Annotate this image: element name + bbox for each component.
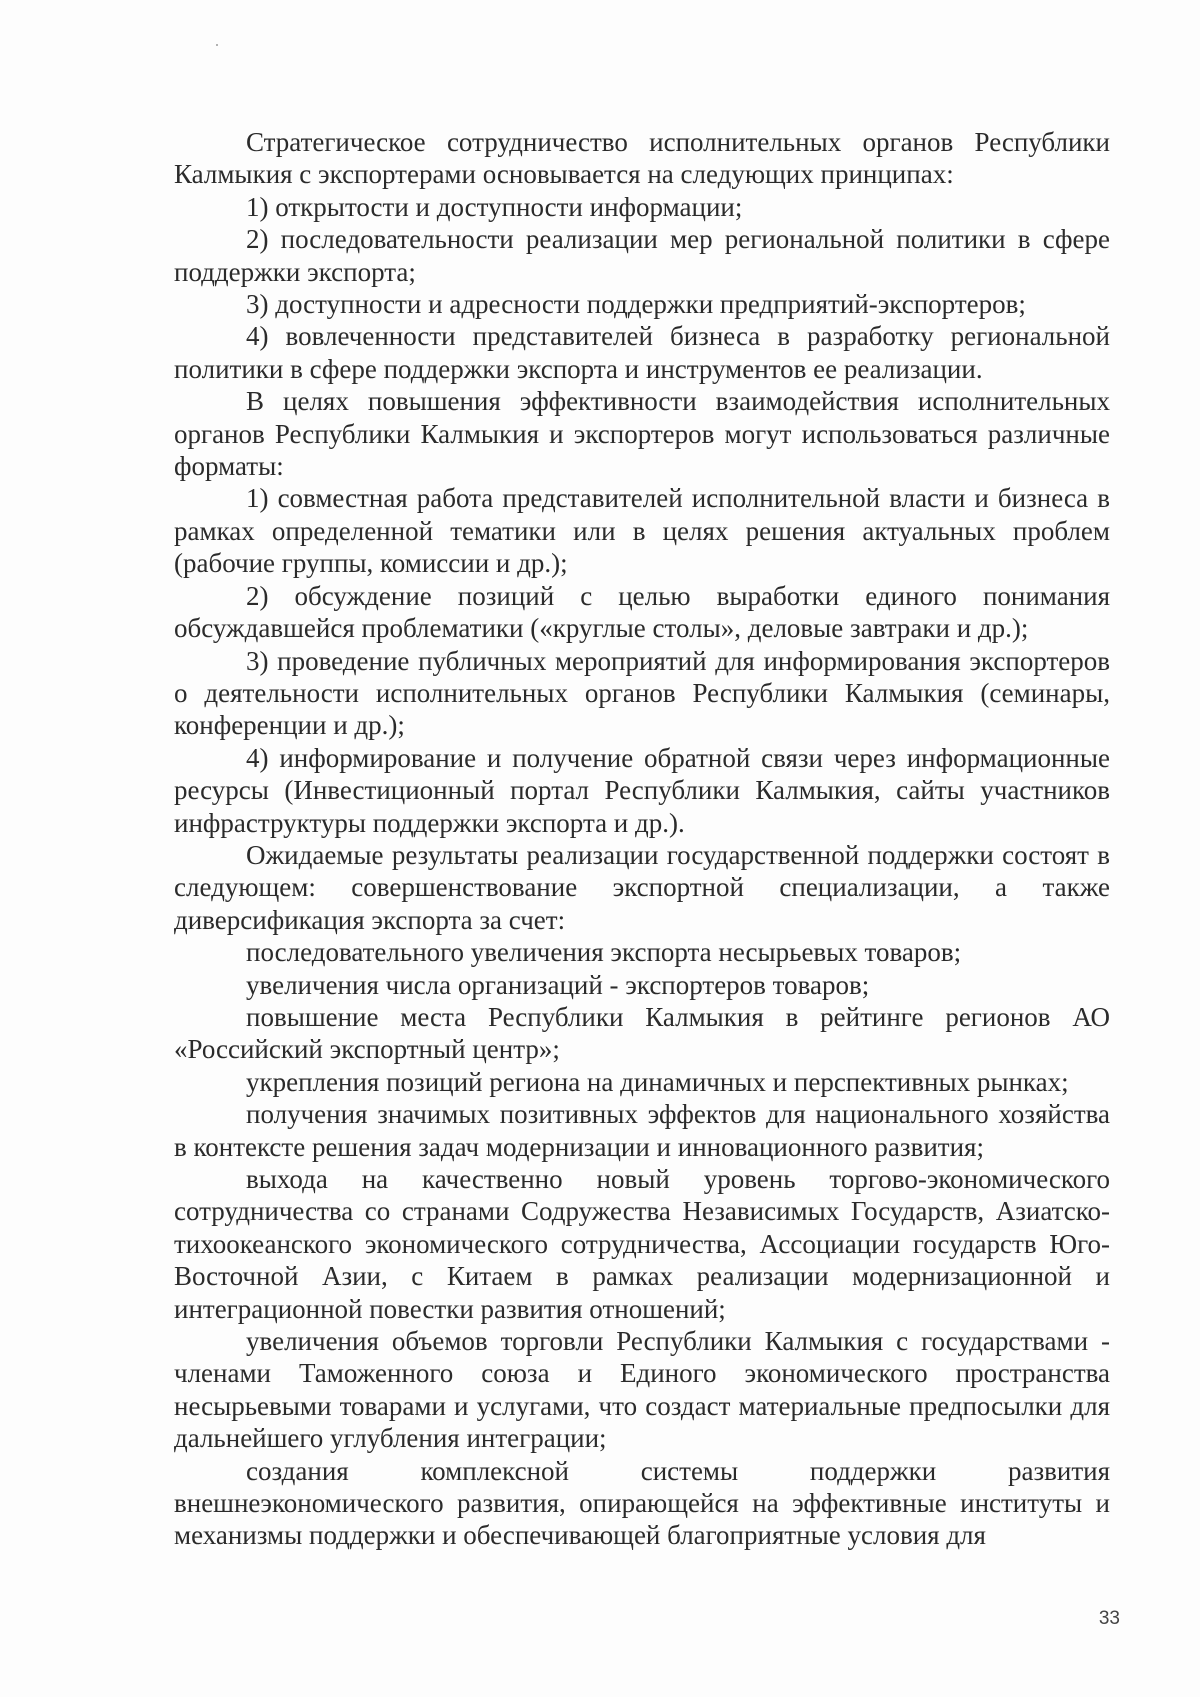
result-item-5: получения значимых позитивных эффектов для национального хозяйства в контексте решения задач модернизации и инновационного развития; [174, 1099, 1110, 1162]
format-item-3: 3) проведение публичных мероприятий для информирования экспортеров о деятельности исполнительных органов Республики Калмыкия (семинары, конференции и др.); [174, 645, 1110, 741]
result-item-2: увеличения числа организаций - экспортеров товаров; [246, 969, 870, 1000]
principle-item-1: 1) открытости и доступности информации; [246, 191, 743, 222]
paragraph-results-intro: Ожидаемые результаты реализации государственной поддержки состоят в следующем: совершенствование экспортной специализации, а также диверсификация экспорта за счет: [174, 839, 1110, 935]
principle-item-3: 3) доступности и адресности поддержки предприятий-экспортеров; [246, 289, 1026, 320]
scan-speck [216, 44, 218, 46]
page-number: 33 [1098, 1608, 1120, 1629]
result-item-3: повышение места Республики Калмыкия в рейтинге регионов АО «Российский экспортный центр»; [174, 1001, 1110, 1065]
result-item-6: выхода на качественно новый уровень торгово-экономического сотрудничества со странами Содружества Независимых Государств, Азиатско-тихоокеанского экономического сотрудничества, Ассоциации государств Юго-Восточной Азии, с Китаем в рамках реализации модернизационной и интеграционной повестки развития отношений; [174, 1164, 1110, 1324]
principle-item-4: 4) вовлеченности представителей бизнеса в разработку региональной политики в сфере поддержки экспорта и инструментов ее реализации. [174, 321, 1110, 384]
format-item-1: 1) совместная работа представителей исполнительной власти и бизнеса в рамках определенной тематики или в целях решения актуальных проблем (рабочие группы, комиссии и др.); [174, 483, 1110, 579]
result-item-8: создания комплексной системы поддержки развития внешнеэкономического развития, опирающейся на эффективные институты и механизмы поддержки и обеспечивающей благоприятные условия для [174, 1455, 1110, 1551]
document-body [174, 126, 1110, 1552]
paragraph-principles-intro: Стратегическое сотрудничество исполнительных органов Республики Калмыкия с экспортерами основывается на следующих принципах: [174, 127, 1110, 190]
result-item-7: увеличения объемов торговли Республики Калмыкия с государствами - членами Таможенного союза и Единого экономического пространства несырьевыми товарами и услугами, что создаст материальные предпосылки для дальнейшего углубления интеграции; [174, 1326, 1110, 1454]
format-item-4: 4) информирование и получение обратной связи через информационные ресурсы (Инвестиционный портал Республики Калмыкия, сайты участников инфраструктуры поддержки экспорта и др.). [174, 742, 1110, 838]
result-item-4: укрепления позиций региона на динамичных и перспективных рынках; [246, 1066, 1069, 1097]
principle-item-2: 2) последовательности реализации мер региональной политики в сфере поддержки экспорта; [174, 224, 1110, 287]
format-item-2: 2) обсуждение позиций с целью выработки единого понимания обсуждавшейся проблематики («круглые столы», деловые завтраки и др.); [174, 580, 1110, 644]
result-item-1: последовательного увеличения экспорта несырьевых товаров; [246, 937, 962, 968]
paragraph-formats-intro: В целях повышения эффективности взаимодействия исполнительных органов Республики Калмыкия и экспортеров могут использоваться различные форматы: [174, 386, 1110, 482]
